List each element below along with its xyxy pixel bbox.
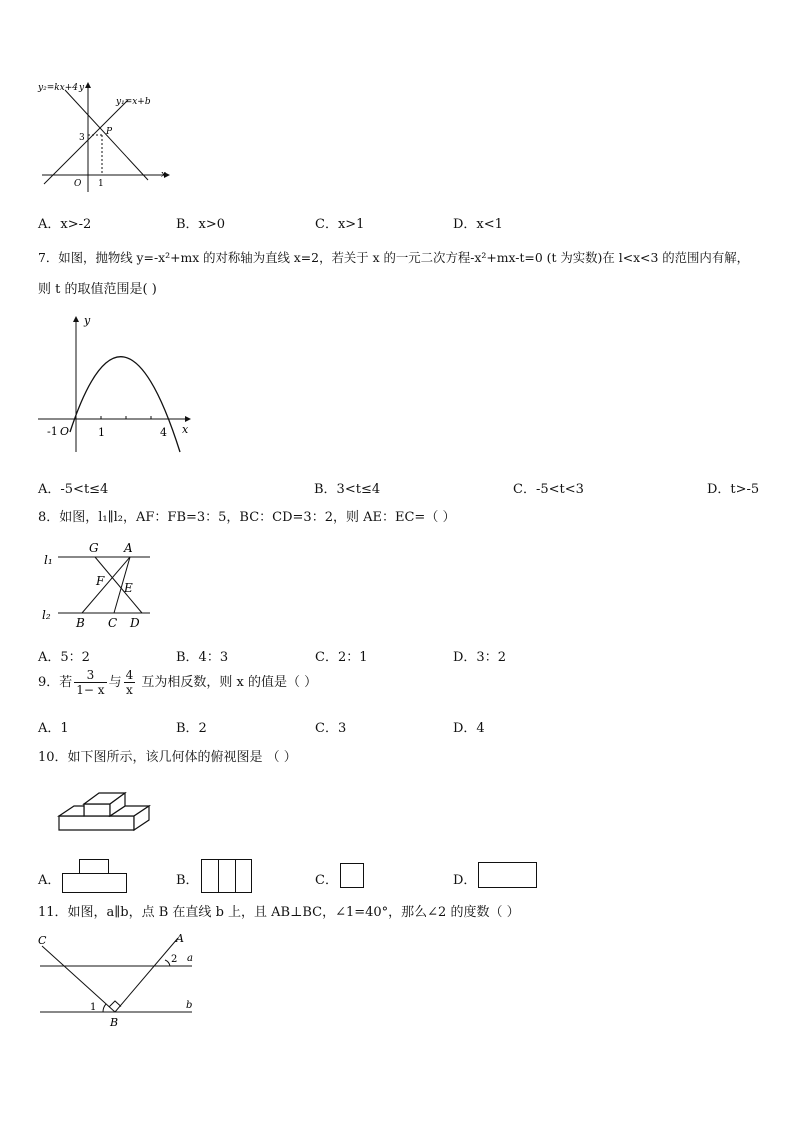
q8-label-a: A <box>124 541 133 555</box>
q8-segment-ab <box>82 557 130 613</box>
q11-label-c: C <box>38 934 47 947</box>
q10-option-c-square <box>340 863 364 888</box>
q6-option-a[interactable]: A．x>-2 <box>38 217 92 232</box>
q9-option-d[interactable]: D．4 <box>453 721 485 736</box>
q6-x-label: x <box>161 170 167 180</box>
q11-figure <box>30 930 205 1030</box>
q11-text: 11．如图，a∥b，点 B 在直线 b 上，且 AB⊥BC，∠1=40°，那么∠2 的度数（ ） <box>38 905 520 920</box>
q9-fraction-1-den: 1− x <box>76 683 105 697</box>
q6-y-arrow <box>85 82 91 88</box>
q9-fraction-2-num: 4 <box>125 668 134 682</box>
q10-option-b-divider-2 <box>235 859 236 893</box>
q8-label-l2: l₂ <box>42 608 51 622</box>
q8-option-b[interactable]: B．4：3 <box>176 650 229 665</box>
q11-angle-2-arc <box>165 960 170 966</box>
q11-angle-1-arc <box>103 1004 106 1012</box>
q7-four-label: 4 <box>160 426 167 439</box>
q7-x-label: x <box>182 423 189 436</box>
q9-prefix: 9．若 <box>38 675 73 690</box>
q9-fraction-2 <box>124 668 136 697</box>
q10-option-a[interactable]: A． <box>38 873 61 888</box>
q8-label-b: B <box>76 616 85 630</box>
q8-option-d[interactable]: D．3：2 <box>453 650 506 665</box>
q11-label-two: 2 <box>171 954 178 965</box>
q9-mid: 与 <box>108 675 122 690</box>
q7-x-arrow <box>185 416 191 422</box>
q11-segment-ba <box>115 938 178 1012</box>
q9-option-b[interactable]: B．2 <box>176 721 207 736</box>
q9-option-c[interactable]: C．3 <box>315 721 347 736</box>
q10-option-d-rect <box>478 862 537 888</box>
q8-label-g: G <box>89 541 99 555</box>
q7-option-d[interactable]: D．t>-5 <box>707 482 760 497</box>
q11-segment-bc <box>42 946 115 1012</box>
q8-label-l1: l₁ <box>44 553 53 567</box>
q9-fraction-2-den: x <box>126 683 133 697</box>
q7-option-b[interactable]: B．3<t≤4 <box>314 482 381 497</box>
q7-figure <box>30 312 200 462</box>
q6-option-c[interactable]: C．x>1 <box>315 217 365 232</box>
q10-top-left <box>59 806 84 816</box>
q11-label-one: 1 <box>90 1002 97 1013</box>
q9-text <box>38 668 317 697</box>
q6-three-label: 3 <box>79 133 85 143</box>
q7-text-line2: 则 t 的取值范围是( ) <box>38 282 157 297</box>
q7-one-label: 1 <box>98 426 105 439</box>
q10-option-a-bottom-rect <box>62 873 127 893</box>
q7-option-c[interactable]: C．-5<t<3 <box>513 482 584 497</box>
q9-fraction-1 <box>74 668 106 697</box>
q8-label-e: E <box>124 581 133 595</box>
q7-text-line1: 7．如图，抛物线 y=-x²+mx 的对称轴为直线 x=2，若关于 x 的一元二次方程-x²+mx-t=0 (t 为实数)在 l<x<3 的范围内有解， <box>38 250 749 265</box>
q10-solid-figure <box>56 788 156 834</box>
q11-label-b-point: B <box>110 1016 119 1029</box>
q7-neg1-label: -1 <box>47 425 58 438</box>
q10-option-b-rect <box>201 859 252 893</box>
q8-option-a[interactable]: A．5：2 <box>38 650 90 665</box>
q8-label-c: C <box>108 616 118 630</box>
q9-fraction-1-num: 3 <box>74 668 106 683</box>
q6-origin-label: O <box>74 179 82 189</box>
q10-front-base <box>59 816 134 830</box>
q6-p-label: P <box>106 127 113 137</box>
q10-front-top <box>84 804 110 816</box>
q11-label-line-b: b <box>186 1000 193 1011</box>
q8-label-f: F <box>96 574 105 588</box>
q6-one-label: 1 <box>98 179 104 189</box>
q6-y-label: y <box>79 83 85 93</box>
q9-suffix: 互为相反数，则 x 的值是（ ） <box>141 675 318 690</box>
q6-option-b[interactable]: B．x>0 <box>176 217 226 232</box>
q8-text: 8．如图，l₁∥l₂，AF：FB=3：5，BC：CD=3：2，则 AE：EC=（ ） <box>38 510 456 525</box>
q11-label-a-point: A <box>176 932 184 945</box>
q6-y1-label: y₁=x+b <box>116 97 151 107</box>
q9-option-a[interactable]: A．1 <box>38 721 69 736</box>
q11-label-line-a: a <box>187 953 193 964</box>
q7-origin-label: O <box>60 425 70 438</box>
q10-text: 10．如下图所示，该几何体的俯视图是 （ ） <box>38 750 297 765</box>
q6-y2-label: y₂=kx+4 <box>38 83 79 93</box>
q8-label-d: D <box>130 616 140 630</box>
q10-option-a-top-rect <box>79 859 109 874</box>
q8-figure <box>38 538 168 633</box>
q7-option-a[interactable]: A．-5<t≤4 <box>38 482 109 497</box>
q10-option-c[interactable]: C． <box>315 873 338 888</box>
q6-figure <box>30 78 180 198</box>
q10-option-d[interactable]: D． <box>453 873 477 888</box>
q11-right-angle-mark <box>109 1001 121 1007</box>
q7-y-label: y <box>84 314 91 327</box>
q7-y-arrow <box>73 316 79 322</box>
q10-option-b[interactable]: B． <box>176 873 199 888</box>
q6-option-d[interactable]: D．x<1 <box>453 217 503 232</box>
q8-option-c[interactable]: C．2：1 <box>315 650 368 665</box>
q10-option-b-divider-1 <box>218 859 219 893</box>
